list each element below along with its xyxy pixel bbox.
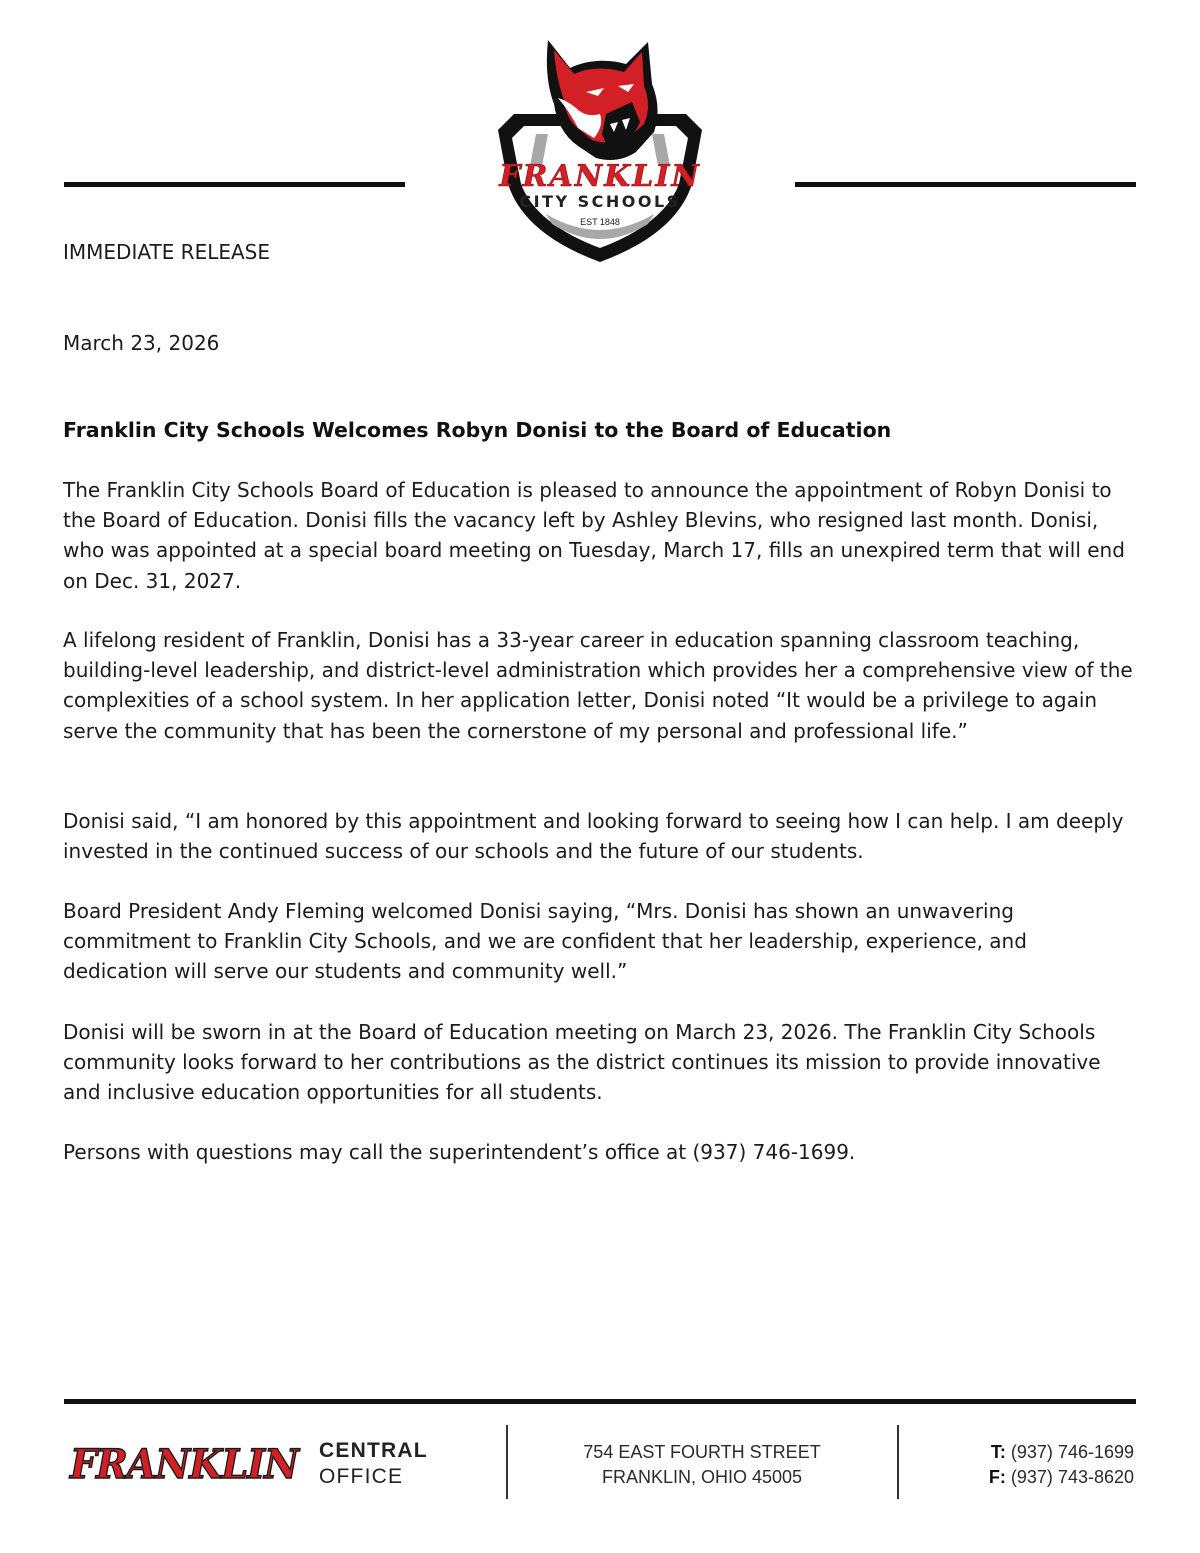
release-date: March 23, 2026 — [63, 331, 220, 355]
office-label: OFFICE — [319, 1465, 404, 1488]
paragraph-contact: Persons with questions may call the superintendent’s office at (937) 746-1699. — [63, 1140, 856, 1164]
central-office-label — [319, 1438, 428, 1490]
svg-text:EST 1848: EST 1848 — [580, 217, 620, 227]
address-line-2: FRANKLIN, OHIO 45005 — [601, 1467, 803, 1487]
footer-divider-right — [897, 1425, 899, 1499]
header-rule-left — [64, 182, 405, 187]
svg-text:CITY SCHOOLS: CITY SCHOOLS — [519, 192, 681, 211]
footer-rule — [64, 1399, 1136, 1404]
phone-label: T: — [990, 1442, 1006, 1462]
phone-number[interactable]: (937) 746-1699 — [1010, 1442, 1134, 1462]
paragraph-appointment: The Franklin City Schools Board of Education is pleased to announce the appointment of Robyn Donisi to the Board of Education. Donisi fills the vacancy left by Ashley Blevins, who resigned last month. Donisi, who was appointed at a special board meeting on Tuesday, March 17, fills an unexpired term that will end on Dec. 31, 2027. — [63, 478, 1125, 593]
paragraph-president-quote: Board President Andy Fleming welcomed Donisi saying, “Mrs. Donisi has shown an unwavering commitment to Franklin City Schools, and we are confident that her leadership, experience, and dedication will serve our students and community well.” — [63, 899, 1027, 984]
fax-line — [930, 1465, 1134, 1490]
central-label: CENTRAL — [319, 1439, 428, 1462]
district-logo — [486, 34, 714, 266]
wildcat-shield-icon — [486, 34, 714, 266]
address-line-1: 754 EAST FOURTH STREET — [583, 1442, 821, 1462]
paragraph-background: A lifelong resident of Franklin, Donisi has a 33-year career in education spanning classroom teaching, building-level leadership, and district-level administration which provides her a comprehensive view of the complexities of a school system. In her application letter, Donisi noted “It would be a privilege to again serve the community that has been the cornerstone of my personal and professional life.” — [63, 628, 1133, 743]
fax-label: F: — [988, 1467, 1006, 1487]
footer-address — [560, 1440, 844, 1490]
footer-brand-wordmark — [66, 1440, 302, 1491]
header-rule-right — [795, 182, 1136, 187]
paragraph-donisi-quote: Donisi said, “I am honored by this appointment and looking forward to seeing how I can help. I am deeply invested in the continued success of our schools and the future of our students. — [63, 809, 1124, 864]
footer-divider-left — [506, 1425, 508, 1499]
paragraph-swearing-in: Donisi will be sworn in at the Board of Education meeting on March 23, 2026. The Franklin City Schools community looks forward to her contributions as the district continues its mission to provide innovative and inclusive education opportunities for all students. — [63, 1020, 1101, 1105]
fax-number: (937) 743-8620 — [1010, 1467, 1134, 1487]
headline: Franklin City Schools Welcomes Robyn Donisi to the Board of Education — [63, 418, 892, 442]
footer-contact — [930, 1440, 1134, 1490]
svg-text:FRANKLIN: FRANKLIN — [69, 1441, 301, 1486]
phone-line — [930, 1440, 1134, 1465]
svg-text:FRANKLIN: FRANKLIN — [499, 159, 701, 194]
release-label: IMMEDIATE RELEASE — [63, 240, 271, 264]
